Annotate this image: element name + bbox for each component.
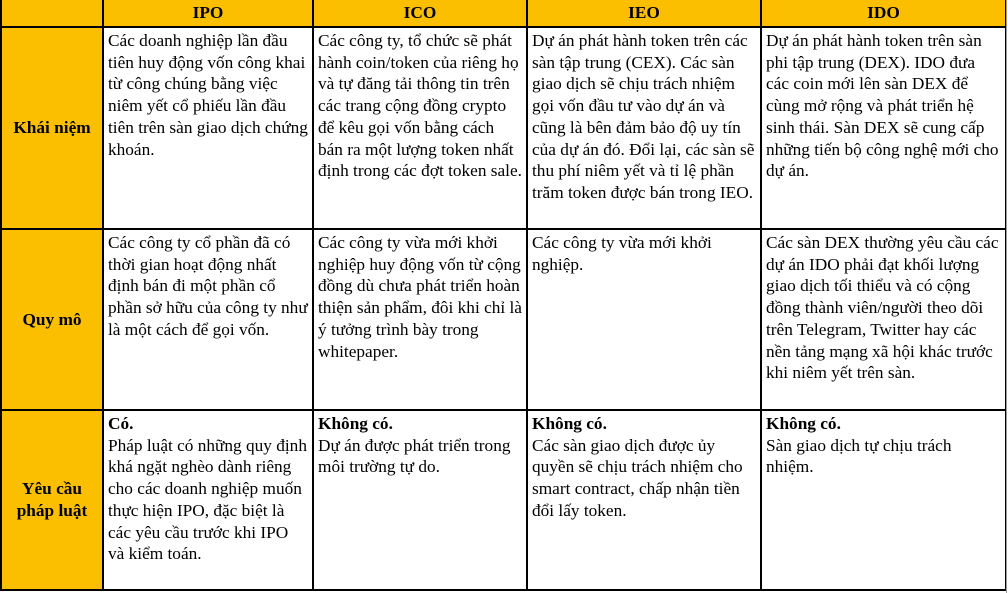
cell-lead: Có. xyxy=(108,414,134,433)
column-header-ipo: IPO xyxy=(103,0,313,27)
cell-lead: Không có. xyxy=(318,414,393,433)
cell-text: Dự án được phát triển trong môi trường tự do. xyxy=(318,435,511,477)
cell-text: Các công ty, tổ chức sẽ phát hành coin/token của riêng họ và tự đăng tải thông tin trên các trang cộng đồng crypto để kêu gọi vốn bằng cách bán ra một lượng token nhất định trong các đợt token sale. xyxy=(318,31,522,181)
cell-text: Dự án phát hành token trên sàn phi tập trung (DEX). IDO đưa các coin mới lên sàn DEX để cùng mở rộng và phát triển hệ sinh thái. Sàn DEX sẽ cung cấp những tiến bộ công nghệ mới cho dự án. xyxy=(766,31,999,181)
cell-text: Các sàn DEX thường yêu cầu các dự án IDO phải đạt khối lượng giao dịch tối thiểu và có cộng đồng thành viên/người theo dõi trên Telegram, Twitter hay các nền tảng mạng xã hội khác trước khi niêm yết trên sàn. xyxy=(766,233,999,383)
cell-quy-mo-ipo xyxy=(103,229,313,410)
cell-text: Các công ty vừa mới khởi nghiệp. xyxy=(532,233,712,274)
cell-lead: Không có. xyxy=(532,414,607,433)
cell-phap-luat-ieo xyxy=(527,410,761,590)
table-row-quy-mo xyxy=(1,229,1006,410)
cell-text: Các doanh nghiệp lần đầu tiên huy động vốn công khai từ công chúng bằng việc niêm yết cổ phiếu lần đầu tiên trên sàn giao dịch chứng khoán. xyxy=(108,31,308,159)
cell-phap-luat-ico xyxy=(313,410,527,590)
cell-text: Các sàn giao dịch được ủy quyền sẽ chịu trách nhiệm cho smart contract, chấp nhận tiền đổi lấy token. xyxy=(532,435,743,520)
column-header-ieo: IEO xyxy=(527,0,761,27)
row-header-yeu-cau-phap-luat: Yêu cầu pháp luật xyxy=(1,410,103,590)
cell-phap-luat-ipo xyxy=(103,410,313,590)
column-header-ico: ICO xyxy=(313,0,527,27)
cell-khai-niem-ido xyxy=(761,27,1006,229)
row-header-khai-niem: Khái niệm xyxy=(1,27,103,229)
cell-text: Pháp luật có những quy định khá ngặt nghèo dành riêng cho các doanh nghiệp muốn thực hiện IPO, đặc biệt là các yêu cầu trước khi IPO và kiểm toán. xyxy=(108,435,307,564)
cell-text: Dự án phát hành token trên các sàn tập trung (CEX). Các sàn giao dịch sẽ chịu trách nhiệm gọi vốn đầu tư vào dự án và cũng là bên đảm bảo độ uy tín của dự án đó. Đổi lại, các sàn sẽ thu phí niêm yết và tỉ lệ phần trăm token được bán trong IEO. xyxy=(532,31,755,202)
cell-text: Sàn giao dịch tự chịu trách nhiệm. xyxy=(766,435,952,477)
corner-cell xyxy=(1,0,103,27)
cell-lead: Không có. xyxy=(766,414,841,433)
cell-quy-mo-ido xyxy=(761,229,1006,410)
row-header-quy-mo: Quy mô xyxy=(1,229,103,410)
cell-text: Các công ty vừa mới khởi nghiệp huy động vốn từ cộng đồng dù chưa phát triển hoàn thiện sản phẩm, đôi khi chỉ là ý tưởng trình bày trong whitepaper. xyxy=(318,233,522,361)
cell-text: Các công ty cổ phần đã có thời gian hoạt động nhất định bán đi một phần cổ phần sở hữu của công ty như là một cách để gọi vốn. xyxy=(108,233,308,339)
cell-khai-niem-ieo xyxy=(527,27,761,229)
cell-khai-niem-ico xyxy=(313,27,527,229)
table-row-khai-niem xyxy=(1,27,1006,229)
cell-quy-mo-ieo xyxy=(527,229,761,410)
cell-khai-niem-ipo xyxy=(103,27,313,229)
window-edge-divider xyxy=(1006,0,1007,593)
table-row-yeu-cau-phap-luat xyxy=(1,410,1006,590)
column-header-ido: IDO xyxy=(761,0,1006,27)
cell-phap-luat-ido xyxy=(761,410,1006,590)
cell-quy-mo-ico xyxy=(313,229,527,410)
header-row xyxy=(1,0,1006,27)
